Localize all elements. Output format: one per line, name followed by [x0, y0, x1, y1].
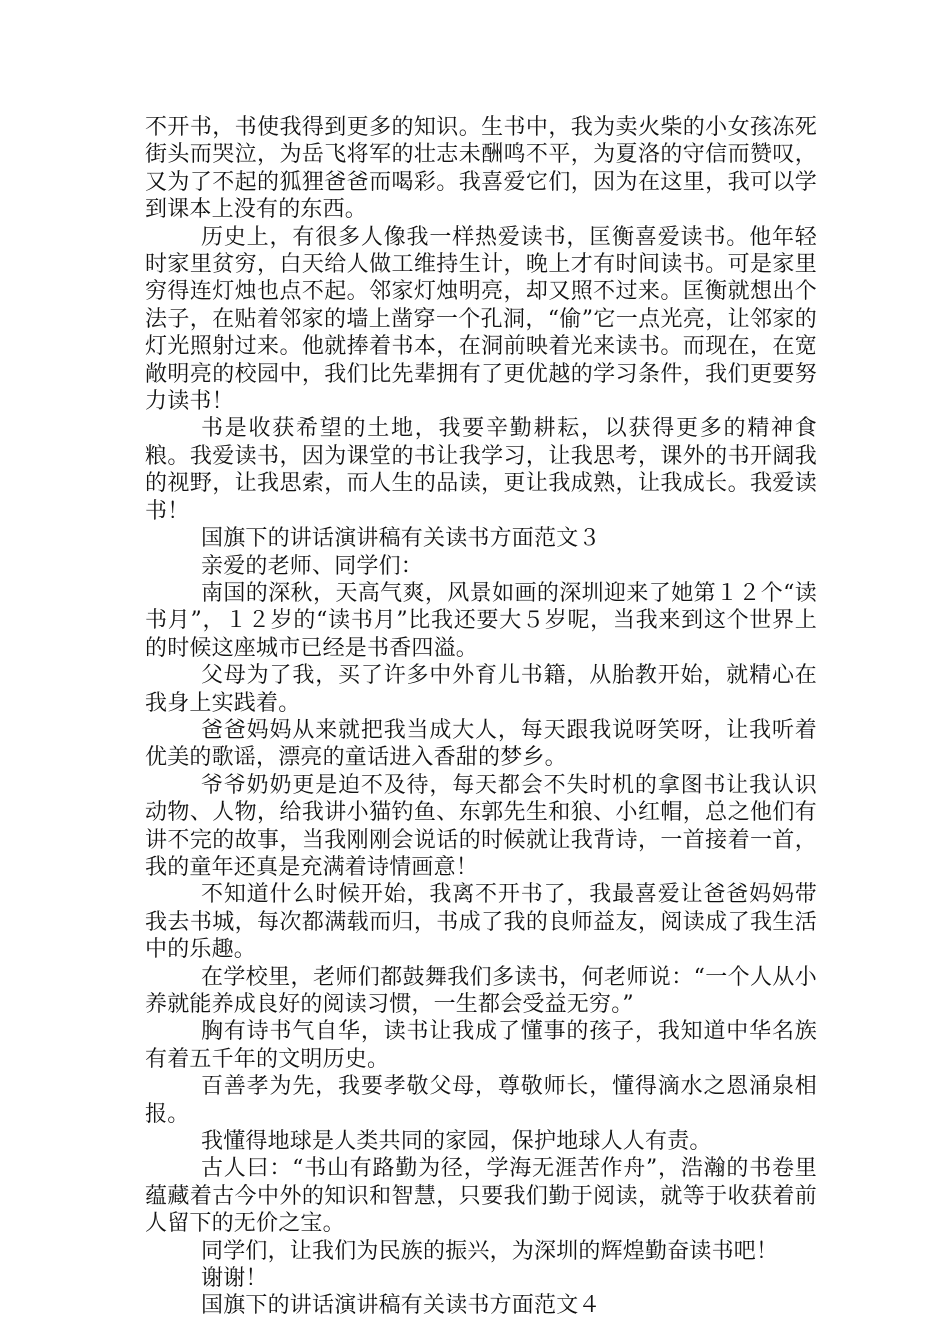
paragraph-filial-piety: 百善孝为先，我要孝敬父母，尊敬师长，懂得滴水之恩涌泉相报。	[145, 1074, 817, 1127]
paragraph-call-to-action: 同学们，让我们为民族的振兴，为深圳的辉煌勤奋读书吧！	[201, 1238, 779, 1264]
paragraph-parents-books: 父母为了我，买了许多中外育儿书籍，从胎教开始，就精心在我身上实践着。	[145, 663, 817, 716]
paragraph-reading-month: 南国的深秋，天高气爽，风景如画的深圳迎来了她第１２个“读书月”，１２岁的“读书月”比我还要大５岁呢，当我来到这个世界上的时候这座城市已经是书香四溢。	[145, 580, 817, 661]
document-body	[145, 114, 817, 1320]
paragraph-intro-continuation: 不开书，书使我得到更多的知识。生书中，我为卖火柴的小女孩冻死街头而哭泣，为岳飞将军的壮志未酬鸣不平，为夏洛的守信而赞叹，又为了不起的狐狸爸爸而喝彩。我喜爱它们，因为在这里，我可以学到课本上没有的东西。	[145, 115, 817, 223]
paragraph-book-city: 不知道什么时候开始，我离不开书了，我最喜爱让爸爸妈妈带我去书城，每次都满载而归，书成了我的良师益友，阅读成了我生活中的乐趣。	[145, 882, 817, 963]
section-title-3: 国旗下的讲话演讲稿有关读书方面范文３	[201, 526, 601, 552]
paragraph-earth-home: 我懂得地球是人类共同的家园，保护地球人人有责。	[201, 1129, 712, 1155]
section-title-4: 国旗下的讲话演讲稿有关读书方面范文４	[201, 1293, 601, 1319]
salutation: 亲爱的老师、同学们：	[201, 553, 424, 579]
paragraph-harvest-hope: 书是收获希望的土地，我要辛勤耕耘，以获得更多的精神食粮。我爱读书，因为课堂的书让我学习，让我思考，课外的书开阔我的视野，让我思索，而人生的品读，更让我成熟，让我成长。我爱读书！	[145, 416, 817, 524]
paragraph-ancient-saying: 古人曰：“书山有路勤为径，学海无涯苦作舟”，浩瀚的书卷里蕴藏着古今中外的知识和智慧，只要我们勤于阅读，就等于收获着前人留下的无价之宝。	[145, 1156, 817, 1237]
paragraph-poetry-history: 胸有诗书气自华，读书让我成了懂事的孩子，我知道中华名族有着五千年的文明历史。	[145, 1019, 817, 1072]
paragraph-grandparents: 爷爷奶奶更是迫不及待，每天都会不失时机的拿图书让我认识动物、人物，给我讲小猫钓鱼、东郭先生和狼、小红帽，总之他们有讲不完的故事，当我刚刚会说话的时候就让我背诗，一首接着一首，我的童年还真是充满着诗情画意！	[145, 772, 817, 880]
thanks: 谢谢！	[201, 1266, 268, 1292]
paragraph-kuang-heng: 历史上，有很多人像我一样热爱读书，匡衡喜爱读书。他年轻时家里贫穷，白天给人做工维持生计，晚上才有时间读书。可是家里穷得连灯烛也点不起。邻家灯烛明亮，却又照不过来。匡衡就想出个法子，在贴着邻家的墙上凿穿一个孔洞，“偷”它一点光亮，让邻家的灯光照射过来。他就捧着书本，在洞前映着光来读书。而现在，在宽敞明亮的校园中，我们比先辈拥有了更优越的学习条件，我们更要努力读书！	[145, 224, 817, 415]
paragraph-teacher-quote: 在学校里，老师们都鼓舞我们多读书，何老师说：“一个人从小养就能养成良好的阅读习惯，一生都会受益无穷。”	[145, 964, 817, 1017]
paragraph-parents-talk: 爸爸妈妈从来就把我当成大人，每天跟我说呀笑呀，让我听着优美的歌谣，漂亮的童话进入香甜的梦乡。	[145, 717, 817, 771]
